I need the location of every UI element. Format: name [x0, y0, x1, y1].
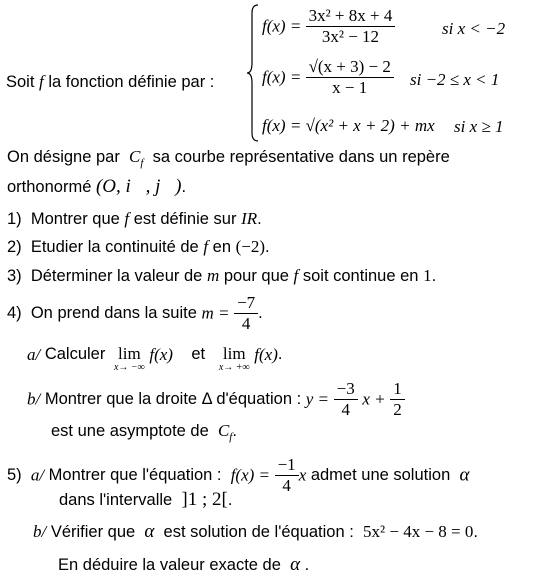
q3-m: m — [206, 266, 220, 285]
q4a-limit-2: lim x→ +∞ — [218, 344, 250, 373]
q2-end: . — [265, 238, 270, 256]
q4a-label: a/ — [27, 345, 41, 364]
q3-text-2: pour que — [223, 267, 289, 285]
q1-set: IR — [241, 209, 258, 228]
question-4 — [7, 294, 263, 333]
q3-number: 3) — [7, 267, 22, 285]
ortho-line — [7, 176, 186, 198]
q5a2-interval: ]1 ; 2[ — [181, 489, 228, 510]
question-2 — [7, 237, 270, 257]
q4b-lhs: y = — [305, 389, 330, 409]
piece-3 — [262, 116, 435, 136]
piece-3-expression: √(x² + x + 2) + mx — [305, 116, 435, 135]
piece-1 — [262, 7, 395, 46]
q4b-text: Montrer que la droite Δ d'équation : — [44, 390, 302, 408]
piece-3-lhs: f(x) = — [262, 116, 302, 135]
designe-text-2: sa courbe représentative dans un repère — [152, 148, 450, 166]
piece-1-condition: si x < −2 — [442, 19, 506, 38]
question-5b — [33, 521, 478, 543]
q5-text: Montrer que l'équation : — [48, 466, 222, 484]
q5-label: a/ — [30, 465, 45, 485]
system-brace — [246, 3, 260, 143]
q4a-limit-2-expr: f(x) — [254, 345, 278, 364]
designe-line — [7, 147, 450, 167]
piece-1-fraction — [306, 7, 396, 46]
q4-number: 4) — [7, 304, 22, 322]
intro-text: Soit — [6, 73, 40, 91]
q3-value: 1 — [423, 266, 432, 285]
q5b-alpha: α — [144, 521, 155, 542]
question-4b-line-2 — [51, 421, 237, 441]
curve-name: $C_f$ — [129, 147, 144, 169]
q4a-text: Calculer — [44, 345, 106, 363]
q4a-limit-1-expr: f(x) — [149, 345, 173, 364]
q2-text: Etudier la continuité de — [30, 238, 199, 256]
q5-text-2: admet une solution — [310, 466, 451, 484]
q5a2-end: . — [227, 491, 233, 509]
q4-lhs: m = — [201, 303, 230, 323]
q1-f: f — [124, 209, 130, 228]
q4-fraction — [234, 294, 258, 333]
q5-lhs: f(x) = — [230, 465, 270, 485]
q4b2-end: . — [232, 422, 237, 440]
question-5b-line-2 — [58, 554, 309, 576]
intro-f: f — [39, 72, 44, 91]
ortho-text: orthonormé — [7, 178, 92, 196]
q5b2-end: . — [304, 556, 310, 574]
q5-x: x — [298, 465, 307, 485]
q5b-text-2: est solution de l'équation : — [163, 523, 354, 541]
question-4a — [27, 345, 282, 373]
q4-end: . — [258, 304, 263, 322]
q5b2-text: En déduire la valeur exacte de — [58, 556, 281, 574]
piece-2 — [262, 58, 394, 97]
piece-2-denominator: x − 1 — [332, 78, 368, 97]
q5-alpha: α — [459, 464, 470, 486]
q4a-end: . — [277, 345, 283, 363]
q4b-label: b/ — [27, 389, 41, 409]
q2-number: 2) — [7, 238, 22, 256]
piece-2-numerator: √(x + 3) − 2 — [306, 58, 394, 78]
q5b-text: Vérifier que — [50, 523, 136, 541]
designe-text-1: On désigne par — [7, 148, 120, 166]
ortho-end: . — [181, 178, 187, 196]
piece-2-lhs: f(x) = — [262, 67, 302, 87]
q3-f: f — [293, 266, 299, 285]
q4a-et: et — [191, 345, 206, 363]
q5b-label: b/ — [33, 522, 47, 541]
piece-1-lhs: f(x) = — [262, 16, 302, 36]
q5b-equation: 5x² − 4x − 8 = 0 — [363, 522, 474, 541]
piece-2-fraction — [306, 58, 394, 97]
q4b-fraction-2: $\frac{1}{2}$ — [390, 380, 405, 419]
q2-text-2: en — [212, 238, 231, 256]
piece-2-condition: si −2 ≤ x < 1 — [410, 70, 500, 89]
ortho-frame: (O, i⃗, j⃗) — [95, 176, 182, 197]
q4b2-curve: $C_f$ — [217, 421, 233, 443]
q5a2-text: dans l'intervalle — [59, 491, 173, 509]
q1-text: Montrer que — [30, 210, 120, 228]
q4b-mid: x + — [362, 389, 386, 409]
q4a-limit-1: lim x→ −∞ — [113, 344, 145, 373]
piece-1-denominator: 3x² − 12 — [321, 27, 380, 46]
q4-text: On prend dans la suite — [30, 304, 197, 322]
piece-1-numerator: 3x² + 8x + 4 — [306, 7, 396, 27]
question-3 — [7, 266, 436, 286]
q5b2-alpha: α — [290, 554, 301, 575]
q5-fraction: $\frac{-1}{4}$ — [275, 456, 299, 495]
question-4b — [27, 380, 405, 419]
q4b2-text: est une asymptote de — [51, 422, 209, 440]
q3-text: Déterminer la valeur de — [30, 267, 203, 285]
q1-end: . — [257, 210, 262, 228]
question-1 — [7, 209, 262, 229]
q4b-fraction-1: $\frac{-3}{4}$ — [334, 380, 358, 419]
q4-denominator: 4 — [241, 314, 251, 333]
q1-text-2: est définie sur — [133, 210, 237, 228]
q5-number: 5) — [7, 466, 22, 484]
q4-numerator: −7 — [234, 294, 258, 314]
q3-text-3: soit continue en — [302, 267, 419, 285]
question-5a-line-2 — [59, 489, 232, 511]
piece-3-condition: si x ≥ 1 — [454, 117, 504, 136]
q2-point: (−2) — [235, 237, 266, 256]
intro-rest: la fonction définie par : — [43, 73, 215, 91]
q2-f: f — [203, 237, 209, 256]
q1-number: 1) — [7, 210, 22, 228]
q5b-end: . — [473, 523, 478, 541]
intro-line — [6, 72, 214, 92]
q3-end: . — [431, 267, 437, 285]
